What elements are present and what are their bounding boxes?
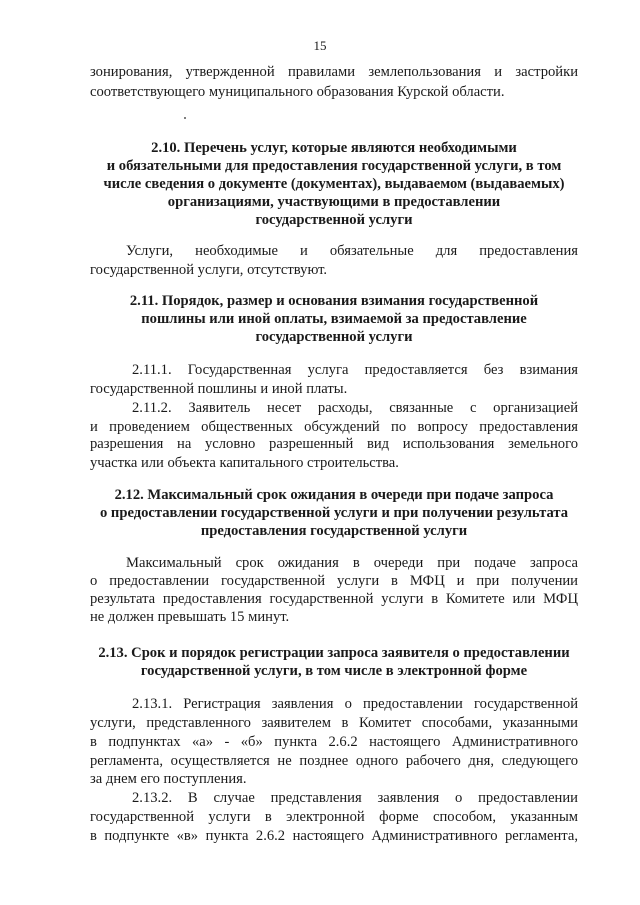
section-heading: пошлины или иной оплаты, взимаемой за предоставление xyxy=(141,311,527,327)
section-heading: 2.11. Порядок, размер и основания взимания государственной xyxy=(129,293,539,309)
text-line: не должен превышать 15 минут. xyxy=(90,609,290,625)
text-line: разрешения на условно разрешенный вид использования земельного xyxy=(90,436,578,452)
section-heading: 2.12. Максимальный срок ожидания в очереди при подаче запроса xyxy=(114,487,554,503)
text-line: и проведением общественных обсуждений по вопросу предоставления xyxy=(90,419,578,435)
scan-speck xyxy=(184,117,186,119)
text-line: услуги, представленного заявителем в Комитет способами, указанными xyxy=(90,715,578,731)
section-heading: о предоставлении государственной услуги и при получении результата xyxy=(99,505,569,521)
text-line: Максимальный срок ожидания в очереди при подаче запроса xyxy=(126,555,578,571)
section-heading: и обязательными для предоставления государственной услуги, в том xyxy=(106,158,562,174)
section-heading: 2.13. Срок и порядок регистрации запроса заявителя о предоставлении xyxy=(98,645,570,661)
text-line: 2.13.2. В случае представления заявления о предоставлении xyxy=(132,790,578,806)
text-line: участка или объекта капитального строительства. xyxy=(90,455,399,471)
text-line: 2.11.1. Государственная услуга предоставляется без взимания xyxy=(132,362,578,378)
text-line: соответствующего муниципального образования Курской области. xyxy=(90,84,505,100)
text-line: о предоставлении государственной услуги в МФЦ и при получении xyxy=(90,573,578,589)
text-line: в подпунктах «а» - «б» пункта 2.6.2 настоящего Административного xyxy=(90,734,578,750)
section-heading: государственной услуги xyxy=(255,212,413,228)
text-line: за днем его поступления. xyxy=(90,771,247,787)
text-line: результата предоставления государственной услуги в Комитете или МФЦ xyxy=(90,591,578,607)
text-line: государственной услуги, отсутствуют. xyxy=(90,262,328,278)
section-heading: 2.10. Перечень услуг, которые являются необходимыми xyxy=(151,140,517,156)
section-heading: государственной услуги, в том числе в электронной форме xyxy=(140,663,528,679)
text-line: регламента, осуществляется не позднее одного рабочего дня, следующего xyxy=(90,753,578,769)
section-heading: числе сведения о документе (документах), выдаваемом (выдаваемых) xyxy=(103,176,565,192)
section-heading: предоставления государственной услуги xyxy=(200,523,468,539)
text-line: в подпункте «в» пункта 2.6.2 настоящего Административного регламента, xyxy=(90,828,578,844)
text-line: 2.13.1. Регистрация заявления о предоставлении государственной xyxy=(132,696,578,712)
section-heading: государственной услуги xyxy=(255,329,413,345)
text-line: зонирования, утвержденной правилами землепользования и застройки xyxy=(90,64,578,80)
section-heading: организациями, участвующими в предоставлении xyxy=(167,194,501,210)
text-line: государственной услуги в электронной форме способом, указанным xyxy=(90,809,578,825)
text-line: 2.11.2. Заявитель несет расходы, связанные с организацией xyxy=(132,400,578,416)
text-line: государственной пошлины и иной платы. xyxy=(90,381,348,397)
page-number: 15 xyxy=(313,38,327,53)
text-line: Услуги, необходимые и обязательные для предоставления xyxy=(126,243,578,259)
